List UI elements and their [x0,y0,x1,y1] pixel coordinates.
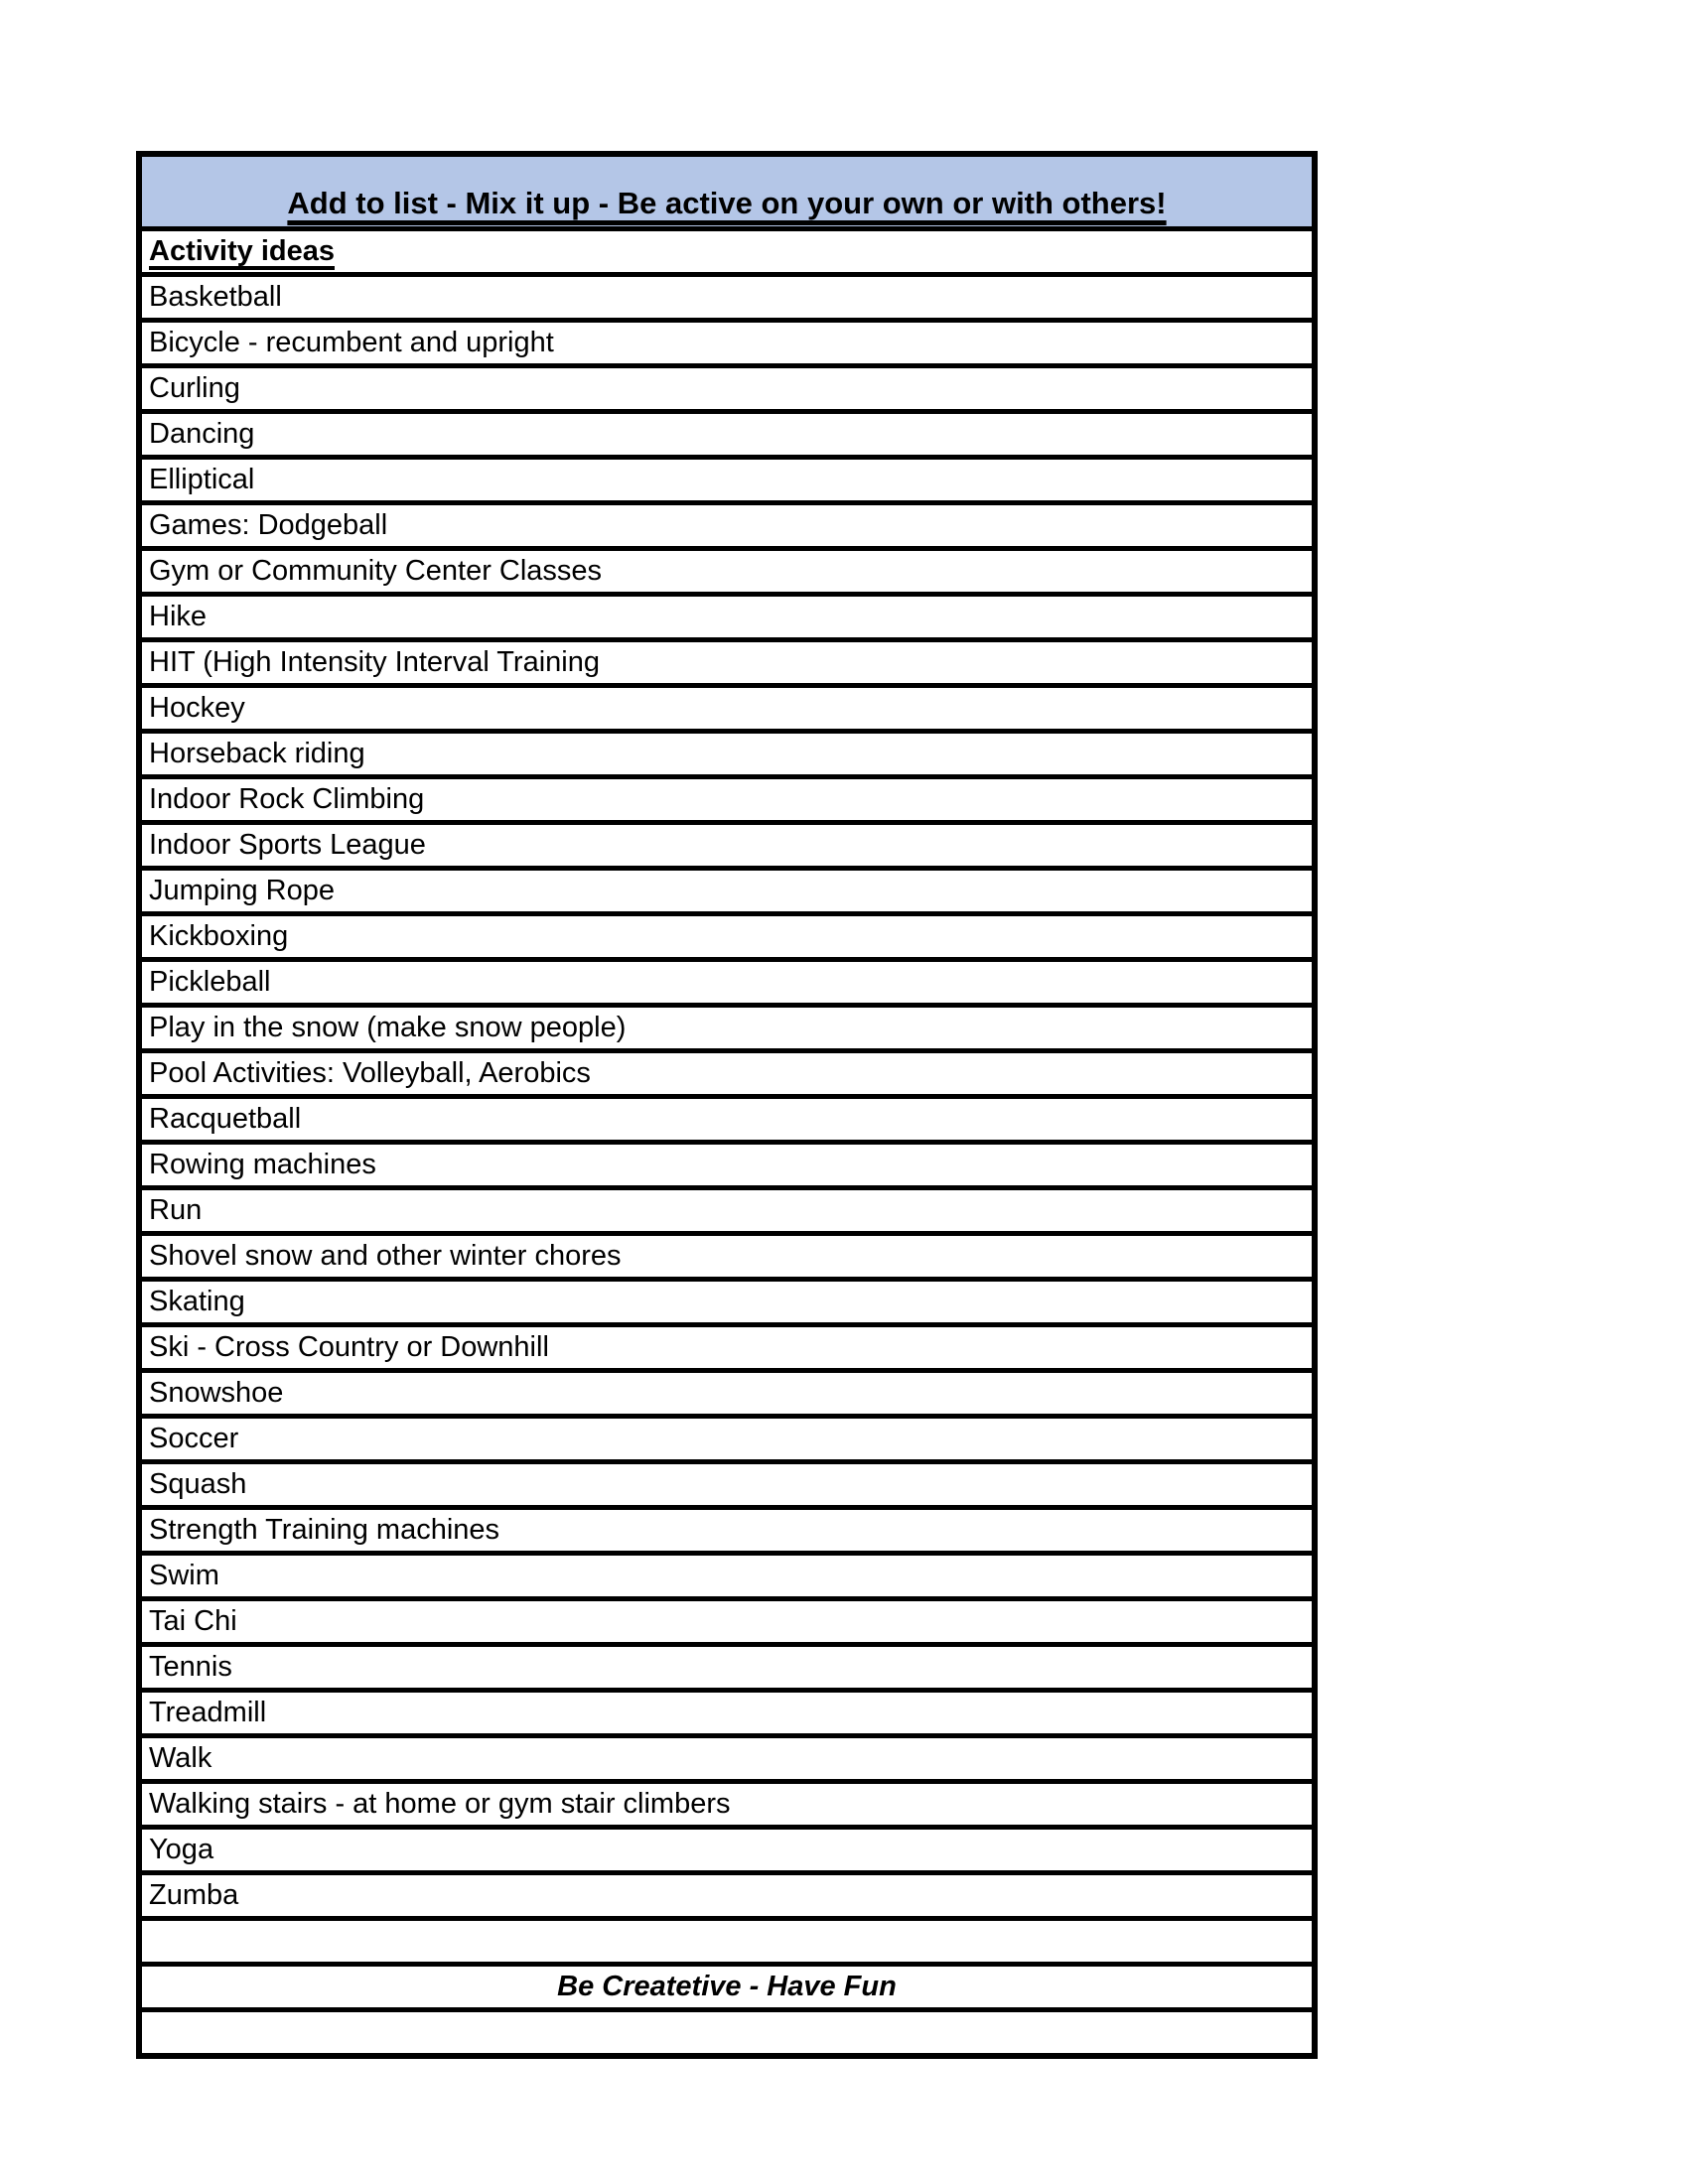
activity-row [142,774,1312,820]
activity-row [142,546,1312,592]
empty-row [142,1916,1312,1962]
activity-row [142,363,1312,409]
table-title: Add to list - Mix it up - Be active on your own or with others! [287,186,1167,220]
activity-row [142,957,1312,1003]
activity-label: Bicycle - recumbent and upright [149,327,554,358]
activity-label: Walk [149,1742,212,1774]
activity-row [142,1185,1312,1231]
activity-row [142,911,1312,957]
activity-label: Pickleball [149,966,271,998]
activity-row [142,1642,1312,1688]
activity-row [142,1870,1312,1916]
activity-label: Zumba [149,1879,239,1911]
activity-row [142,1596,1312,1642]
activity-label: Shovel snow and other winter chores [149,1240,622,1272]
table-title-banner [142,157,1312,226]
activity-label: Rowing machines [149,1149,376,1180]
activity-row [142,866,1312,911]
footer-label: Be Createtive - Have Fun [557,1971,897,2002]
activity-label: Horseback riding [149,738,365,769]
activity-row [142,409,1312,455]
activity-label: Jumping Rope [149,875,335,906]
activity-label: Hockey [149,692,245,724]
empty-row [142,2007,1312,2053]
activity-label: Hike [149,601,208,632]
activity-label: Games: Dodgeball [149,509,388,541]
activity-label: Tennis [149,1651,232,1683]
activity-row [142,683,1312,729]
activity-label: Ski - Cross Country or Downhill [149,1331,549,1363]
activity-row [142,1003,1312,1048]
activity-row [142,1551,1312,1596]
footer-row [142,1962,1312,2007]
activity-row [142,1048,1312,1094]
activity-label: Walking stairs - at home or gym stair climbers [149,1788,731,1820]
activity-row [142,1459,1312,1505]
activity-row [142,1322,1312,1368]
activity-rows [142,272,1312,1916]
activity-row [142,1414,1312,1459]
activity-label: HIT (High Intensity Interval Training [149,646,600,678]
activity-table [136,151,1318,2059]
activity-row [142,1140,1312,1185]
activity-row [142,272,1312,318]
activity-row [142,500,1312,546]
activity-row [142,1368,1312,1414]
activity-label: Elliptical [149,464,255,495]
activity-label: Strength Training machines [149,1514,500,1546]
activity-row [142,1825,1312,1870]
activity-row [142,1094,1312,1140]
activity-row [142,1231,1312,1277]
activity-row [142,1277,1312,1322]
activity-row [142,1779,1312,1825]
activity-row [142,820,1312,866]
activity-label: Kickboxing [149,920,289,952]
activity-label: Treadmill [149,1697,267,1728]
activity-label: Indoor Rock Climbing [149,783,425,815]
activity-label: Basketball [149,281,282,313]
activity-label: Squash [149,1468,247,1500]
column-header-row [142,226,1312,272]
activity-row [142,592,1312,637]
activity-row [142,1733,1312,1779]
activity-label: Yoga [149,1834,214,1865]
activity-label: Snowshoe [149,1377,284,1409]
activity-label: Pool Activities: Volleyball, Aerobics [149,1057,591,1089]
activity-row [142,729,1312,774]
activity-label: Soccer [149,1423,239,1454]
activity-label: Gym or Community Center Classes [149,555,603,587]
column-header-label: Activity ideas [149,235,335,267]
activity-label: Swim [149,1560,219,1591]
activity-label: Run [149,1194,203,1226]
activity-label: Indoor Sports League [149,829,426,861]
activity-label: Skating [149,1286,245,1317]
activity-row [142,318,1312,363]
activity-row [142,1505,1312,1551]
activity-label: Racquetball [149,1103,302,1135]
activity-row [142,637,1312,683]
activity-label: Curling [149,372,240,404]
activity-row [142,1688,1312,1733]
activity-label: Play in the snow (make snow people) [149,1012,627,1043]
activity-label: Tai Chi [149,1605,237,1637]
activity-label: Dancing [149,418,255,450]
activity-row [142,455,1312,500]
